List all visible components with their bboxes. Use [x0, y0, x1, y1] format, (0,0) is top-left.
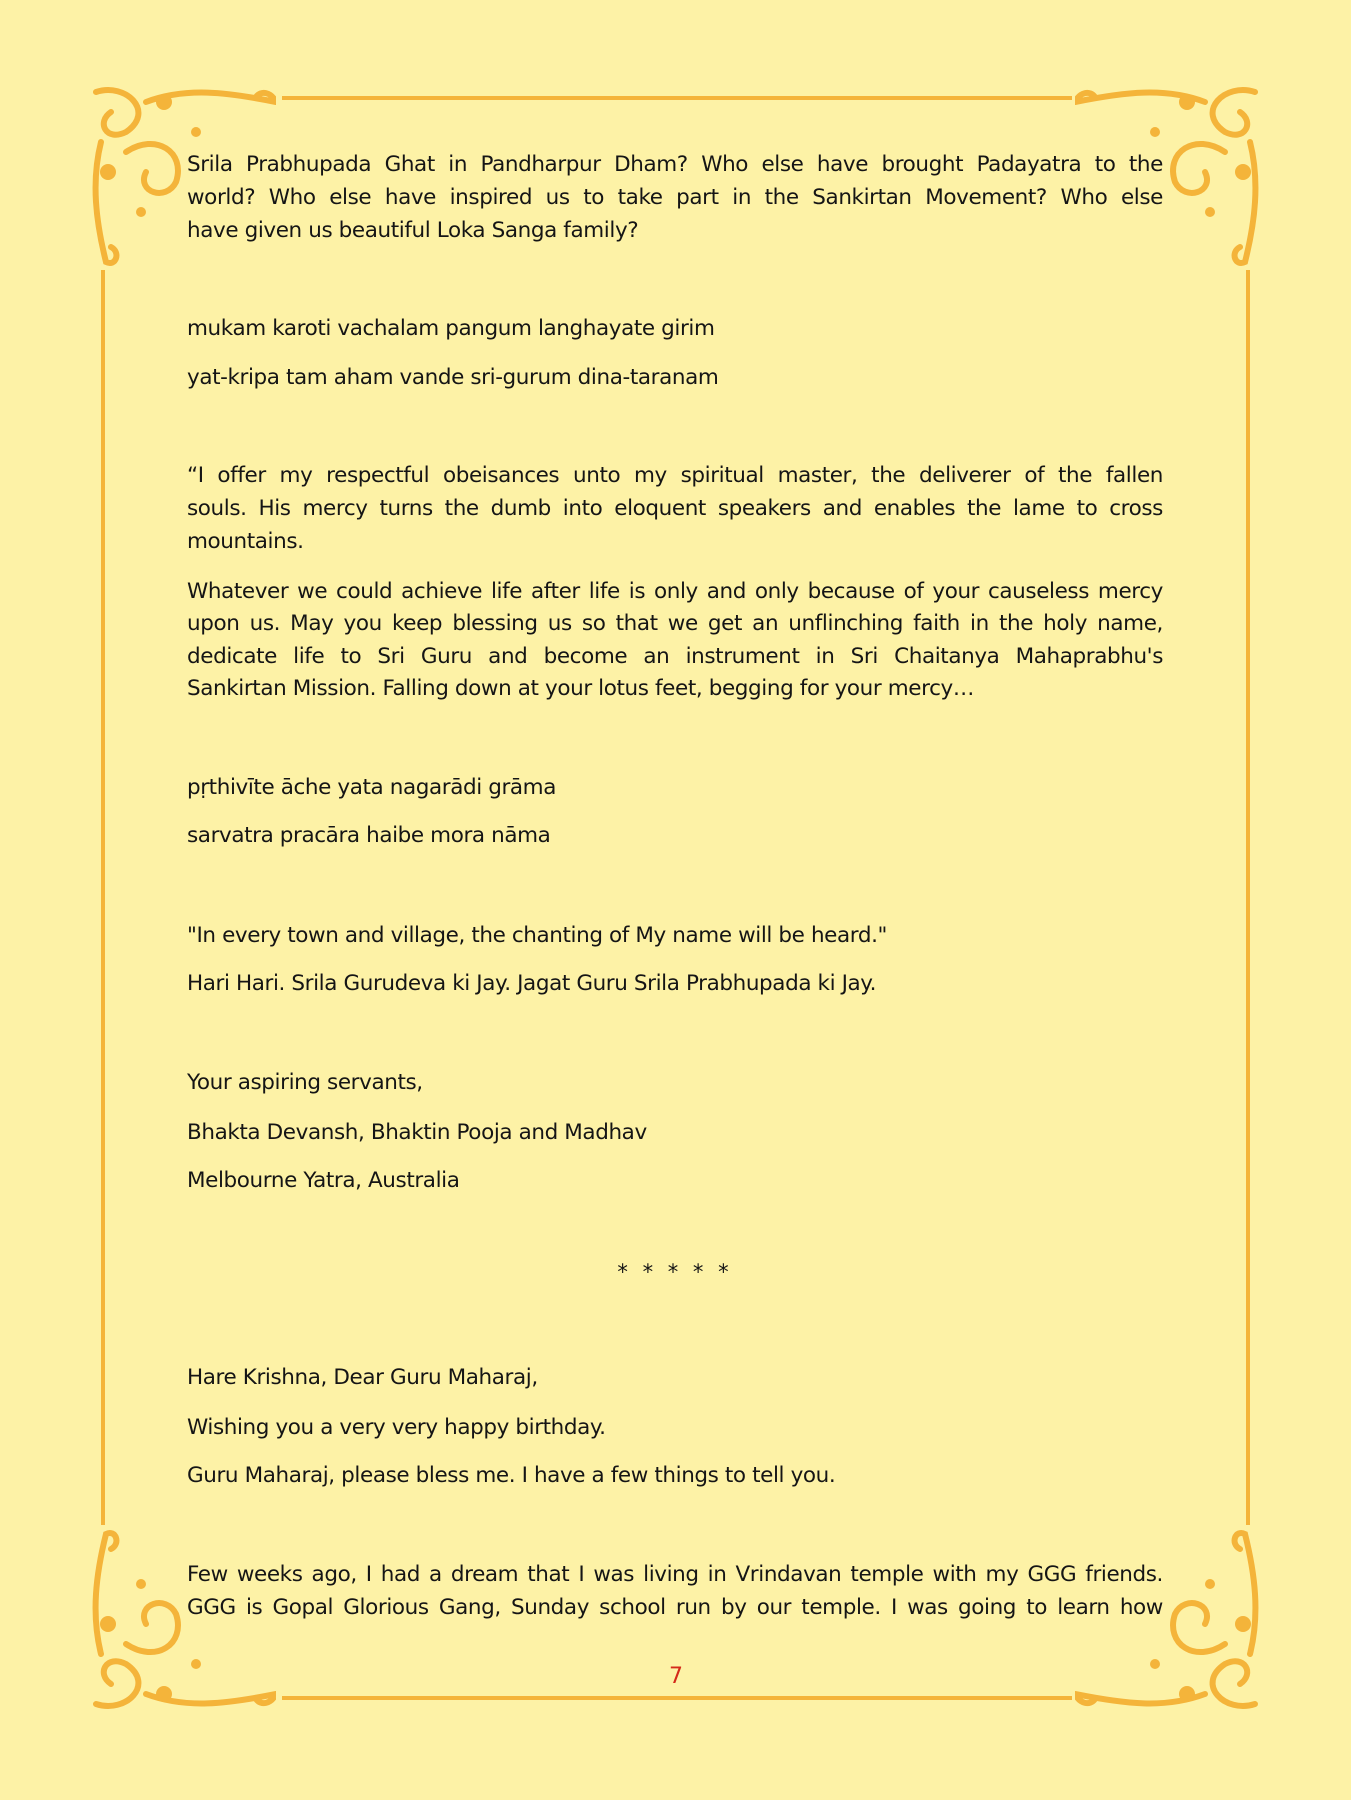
paragraph-line: dedicate life to Sri Guru and become an instrument in Sri Chaitanya Mahaprabhu's [187, 644, 1163, 669]
paragraph-line: Srila Prabhupada Ghat in Pandharpur Dham? Who else have brought Padayatra to the [187, 152, 1163, 177]
border-right [1246, 270, 1250, 1525]
letter-greeting: Hare Krishna, Dear Guru Maharaj, [187, 1365, 538, 1390]
signature-closing: Your aspiring servants, [187, 1070, 423, 1095]
border-left [101, 270, 105, 1525]
border-top [282, 96, 1072, 100]
letter-request: Guru Maharaj, please bless me. I have a few things to tell you. [187, 1463, 836, 1488]
translation-text: "In every town and village, the chanting of My name will be heard." [187, 923, 888, 948]
translation-line: souls. His mercy turns the dumb into eloquent speakers and enables the lame to cross [187, 496, 1163, 521]
paragraph-line: Whatever we could achieve life after life is only and only because of your causeless mercy [187, 579, 1163, 604]
translation-line: mountains. [187, 529, 304, 554]
border-bottom [282, 1696, 1072, 1700]
page-number: 7 [669, 1664, 683, 1689]
translation-line: “I offer my respectful obeisances unto my spiritual master, the deliverer of the fallen [187, 463, 1163, 488]
paragraph-line: GGG is Gopal Glorious Gang, Sunday school run by our temple. I was going to learn how [187, 1595, 1163, 1620]
signature-location: Melbourne Yatra, Australia [187, 1168, 460, 1193]
letter-wish: Wishing you a very very happy birthday. [187, 1415, 606, 1440]
paragraph-line: Few weeks ago, I had a dream that I was living in Vrindavan temple with my GGG friends. [187, 1562, 1163, 1587]
paragraph-line: Sankirtan Mission. Falling down at your lotus feet, begging for your mercy… [187, 676, 974, 701]
paragraph-line: upon us. May you keep blessing us so that we get an unflinching faith in the holy name, [187, 611, 1163, 636]
verse-line: sarvatra pracāra haibe mora nāma [187, 823, 551, 848]
signature-names: Bhakta Devansh, Bhaktin Pooja and Madhav [187, 1120, 647, 1145]
paragraph-line: have given us beautiful Loka Sanga family? [187, 218, 639, 243]
section-separator: * * * * * [617, 1260, 733, 1284]
jay-line: Hari Hari. Srila Gurudeva ki Jay. Jagat Guru Srila Prabhupada ki Jay. [187, 971, 876, 996]
paragraph-line: world? Who else have inspired us to take part in the Sankirtan Movement? Who else [187, 185, 1163, 210]
verse-line: yat-kripa tam aham vande sri-gurum dina-taranam [187, 365, 719, 390]
verse-line: mukam karoti vachalam pangum langhayate girim [187, 316, 715, 341]
verse-line: pṛthivīte āche yata nagarādi grāma [187, 775, 557, 800]
